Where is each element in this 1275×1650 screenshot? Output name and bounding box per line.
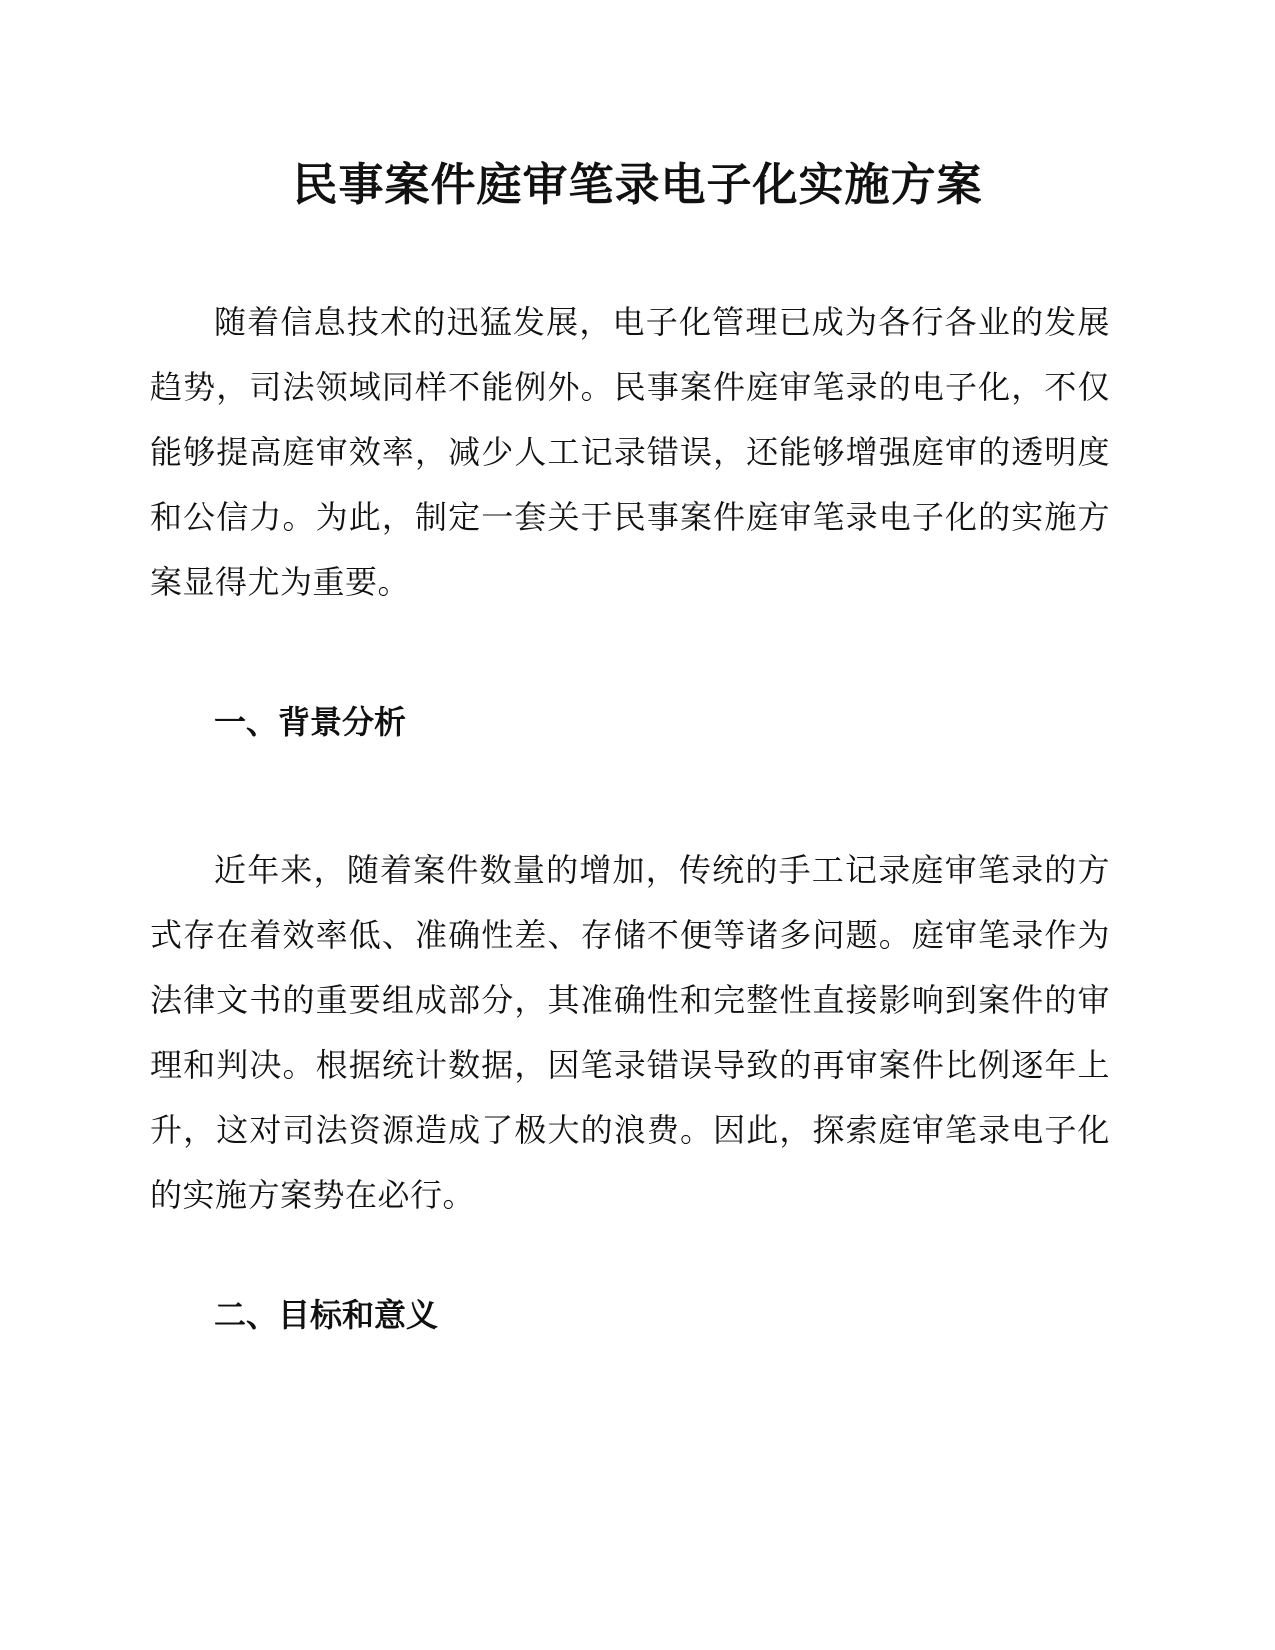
section-heading-background: 一、背景分析: [214, 703, 407, 741]
intro-paragraph: 随着信息技术的迅猛发展，电子化管理已成为各行各业的发展趋势，司法领域同样不能例外。民事案件庭审笔录的电子化，不仅能够提高庭审效率，减少人工记录错误，还能够增强庭审的透明度和公信力。为此，制定一套关于民事案件庭审笔录电子化的实施方案显得尤为重要。: [150, 303, 1110, 601]
background-paragraph: 近年来，随着案件数量的增加，传统的手工记录庭审笔录的方式存在着效率低、准确性差、存储不便等诸多问题。庭审笔录作为法律文书的重要组成部分，其准确性和完整性直接影响到案件的审理和判决。根据统计数据，因笔录错误导致的再审案件比例逐年上升，这对司法资源造成了极大的浪费。因此，探索庭审笔录电子化的实施方案势在必行。: [150, 851, 1110, 1214]
section-heading-goals: 二、目标和意义: [214, 1296, 439, 1334]
document-title: 民事案件庭审笔录电子化实施方案: [292, 158, 983, 211]
